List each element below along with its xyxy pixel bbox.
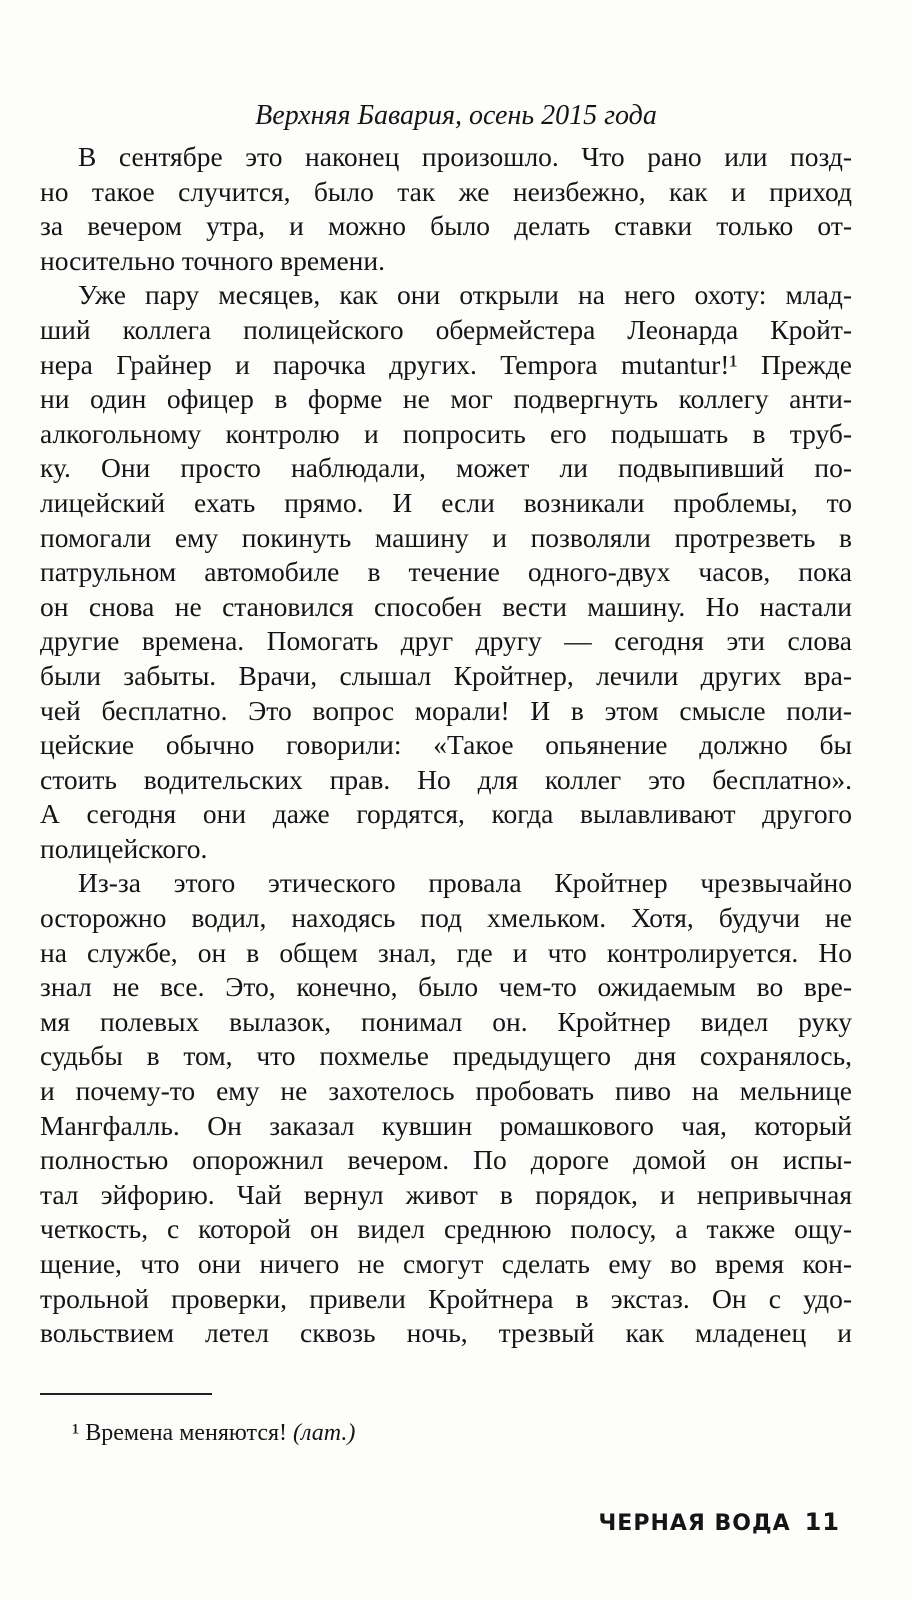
text-line: Мангфалль. Он заказал кувшин ромашкового чая, который: [40, 1109, 852, 1141]
footnote-marker: ¹: [72, 1420, 80, 1446]
text-line: судьбы в том, что похмелье предыдущего дня сохранялось,: [40, 1040, 852, 1072]
footnote-divider: [40, 1393, 212, 1395]
text-line: нера Грайнер и парочка других. Tempora mutantur!¹ Прежде: [40, 348, 852, 380]
text-line: носительно точного времени.: [40, 244, 385, 276]
running-footer: [599, 1508, 840, 1536]
text-line: чей бесплатно. Это вопрос морали! И в этом смысле поли-: [40, 694, 852, 726]
text-line: и почему-то ему не захотелось пробовать пиво на мельнице: [40, 1075, 852, 1107]
footnote-text: Времена меняются!: [85, 1420, 287, 1446]
text-line: другие времена. Помогать друг другу — сегодня эти слова: [40, 625, 852, 657]
text-line: ку. Они просто наблюдали, может ли подвыпивший по-: [40, 452, 852, 484]
text-line: алкогольному контролю и попросить его подышать в труб-: [40, 417, 852, 449]
book-title: ЧЕРНАЯ ВОДА: [598, 1511, 791, 1536]
text-line: стоить водительских прав. Но для коллег это бесплатно».: [40, 763, 852, 795]
page-number: 11: [804, 1508, 840, 1536]
text-line: но такое случится, было так же неизбежно, как и приход: [40, 175, 852, 207]
text-line: помогали ему покинуть машину и позволяли протрезветь в: [40, 521, 852, 553]
footnote-language-note: (лат.): [293, 1420, 356, 1446]
text-line: ший коллега полицейского обермейстера Леонарда Кройт-: [40, 313, 852, 345]
text-line: трольной проверки, привели Кройтнера в экстаз. Он с удо-: [40, 1282, 852, 1314]
text-line: полностью опорожнил вечером. По дороге домой он испы-: [40, 1144, 852, 1176]
text-line: осторожно водил, находясь под хмельком. Хотя, будучи не: [40, 902, 852, 934]
text-line: Уже пару месяцев, как они открыли на него охоту: млад-: [78, 279, 852, 311]
text-line: цейские обычно говорили: «Такое опьянение должно бы: [40, 729, 852, 761]
text-line: ни один офицер в форме не мог подвергнуть коллегу анти-: [40, 383, 852, 415]
text-line: В сентябре это наконец произошло. Что рано или позд-: [78, 141, 852, 172]
text-line: патрульном автомобиле в течение одного-двух часов, пока: [40, 556, 852, 588]
text-line: тал эйфорию. Чай вернул живот в порядок, и непривычная: [40, 1178, 852, 1210]
chapter-heading: Верхняя Бавария, осень 2015 года: [255, 100, 657, 131]
text-line: он снова не становился способен вести машину. Но настали: [40, 590, 852, 622]
body-text: [40, 140, 852, 1351]
text-line: были забыты. Врачи, слышал Кройтнер, лечили других вра-: [40, 659, 852, 691]
text-line: полицейского.: [40, 832, 208, 864]
text-line: за вечером утра, и можно было делать ставки только от-: [40, 210, 852, 242]
text-line: мя полевых вылазок, понимал он. Кройтнер видел руку: [40, 1005, 852, 1037]
text-line: знал не все. Это, конечно, было чем-то ожидаемым во вре-: [40, 971, 852, 1003]
footnote: [72, 1420, 355, 1447]
text-line: четкость, с которой он видел среднюю полосу, а также ощу-: [40, 1213, 852, 1245]
text-line: лицейский ехать прямо. И если возникали проблемы, то: [40, 486, 852, 518]
text-line: Из-за этого этического провала Кройтнер чрезвычайно: [78, 867, 852, 899]
text-line: щение, что они ничего не смогут сделать ему во время кон-: [40, 1248, 852, 1279]
text-line: вольствием летел сквозь ночь, трезвый как младенец и: [40, 1317, 852, 1349]
text-line: А сегодня они даже гордятся, когда вылавливают другого: [40, 798, 852, 830]
text-line: на службе, он в общем знал, где и что контролируется. Но: [40, 936, 852, 968]
